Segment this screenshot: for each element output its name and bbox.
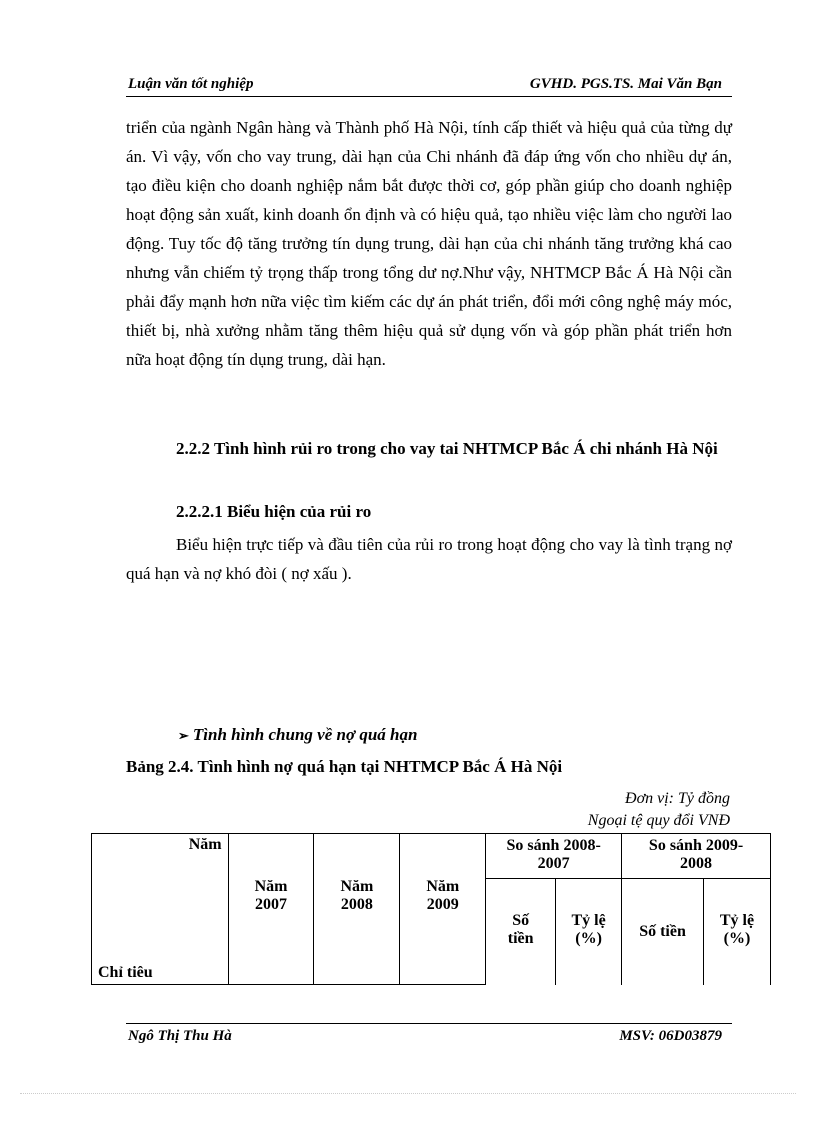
table-caption: Bảng 2.4. Tình hình nợ quá hạn tại NHTMCP Bắc Á Hà Nội [126,757,563,776]
percent-header-a: Tỷ lệ (%) [556,879,622,985]
year-2007-header: Năm 2007 [228,834,314,985]
corner-year-label: Năm [188,836,222,853]
page-bottom-divider [20,1093,796,1094]
amount-header-b: Số tiền [622,879,704,985]
compare-2008-2007-header: So sánh 2008-2007 [486,834,622,879]
overdue-debt-subheading [178,725,417,745]
paragraph-risk-manifestation: Biểu hiện trực tiếp và đầu tiên của rủi ro trong hoạt động cho vay là tình trạng nợ quá hạn và nợ khó đòi ( nợ xấu ). [126,535,732,583]
footer-author: Ngô Thị Thu Hà [128,1028,232,1044]
page-header [126,76,732,97]
year-2009-header: Năm 2009 [400,834,486,985]
percent-header-b: Tỷ lệ (%) [703,879,770,985]
table-corner-cell [92,834,229,985]
year-2008-header: Năm 2008 [314,834,400,985]
section-heading-2-2-2-1: 2.2.2.1 Biểu hiện của rủi ro [176,502,372,521]
paragraph-capital-lending: triển của ngành Ngân hàng và Thành phố Hà Nội, tính cấp thiết và hiệu quả của từng dự án. Vì vậy, vốn cho vay trung, dài hạn của Chi nhánh đã đáp ứng vốn cho nhiều dự án, tạo điều kiện cho doanh nghiệp nắm bắt được thời cơ, góp phần giúp cho doanh nghiệp hoạt động sản xuất, kinh doanh ổn định và có hiệu quả, tạo nhiều việc làm cho người lao động. Tuy tốc độ tăng trưởng tín dụng trung, dài hạn của chi nhánh tăng trưởng khá cao nhưng vẫn chiếm tỷ trọng thấp trong tổng dư nợ.Như vậy, NHTMCP Bắc Á Hà Nội cần phải đẩy mạnh hơn nữa việc tìm kiếm các dự án phát triển, đổi mới công nghệ máy móc, thiết bị, nhà xưởng nhằm tăng thêm hiệu quả sử dụng vốn và góp phần phát triển hơn nữa hoạt động tín dụng trung, dài hạn. [126,118,732,369]
corner-indicator-label: Chỉ tiêu [98,964,153,981]
compare-2009-2008-header: So sánh 2009-2008 [622,834,771,879]
subheading-text: Tình hình chung về nợ quá hạn [192,725,418,744]
currency-note: Ngoại tệ quy đổi VNĐ [587,812,730,829]
footer-student-id: MSV: 06D03879 [619,1028,722,1044]
header-thesis-title: Luận văn tốt nghiệp [128,76,254,92]
overdue-debt-table [91,833,771,985]
arrow-bullet-icon: ➢ [178,728,189,743]
header-supervisor: GVHD. PGS.TS. Mai Văn Bạn [529,76,722,92]
unit-note: Đơn vị: Tỷ đồng [625,790,730,807]
page-footer [126,1023,732,1048]
amount-header-a: Số tiền [486,879,556,985]
section-heading-2-2-2: 2.2.2 Tình hình rủi ro trong cho vay tai NHTMCP Bắc Á chi nhánh Hà Nội [176,439,718,458]
